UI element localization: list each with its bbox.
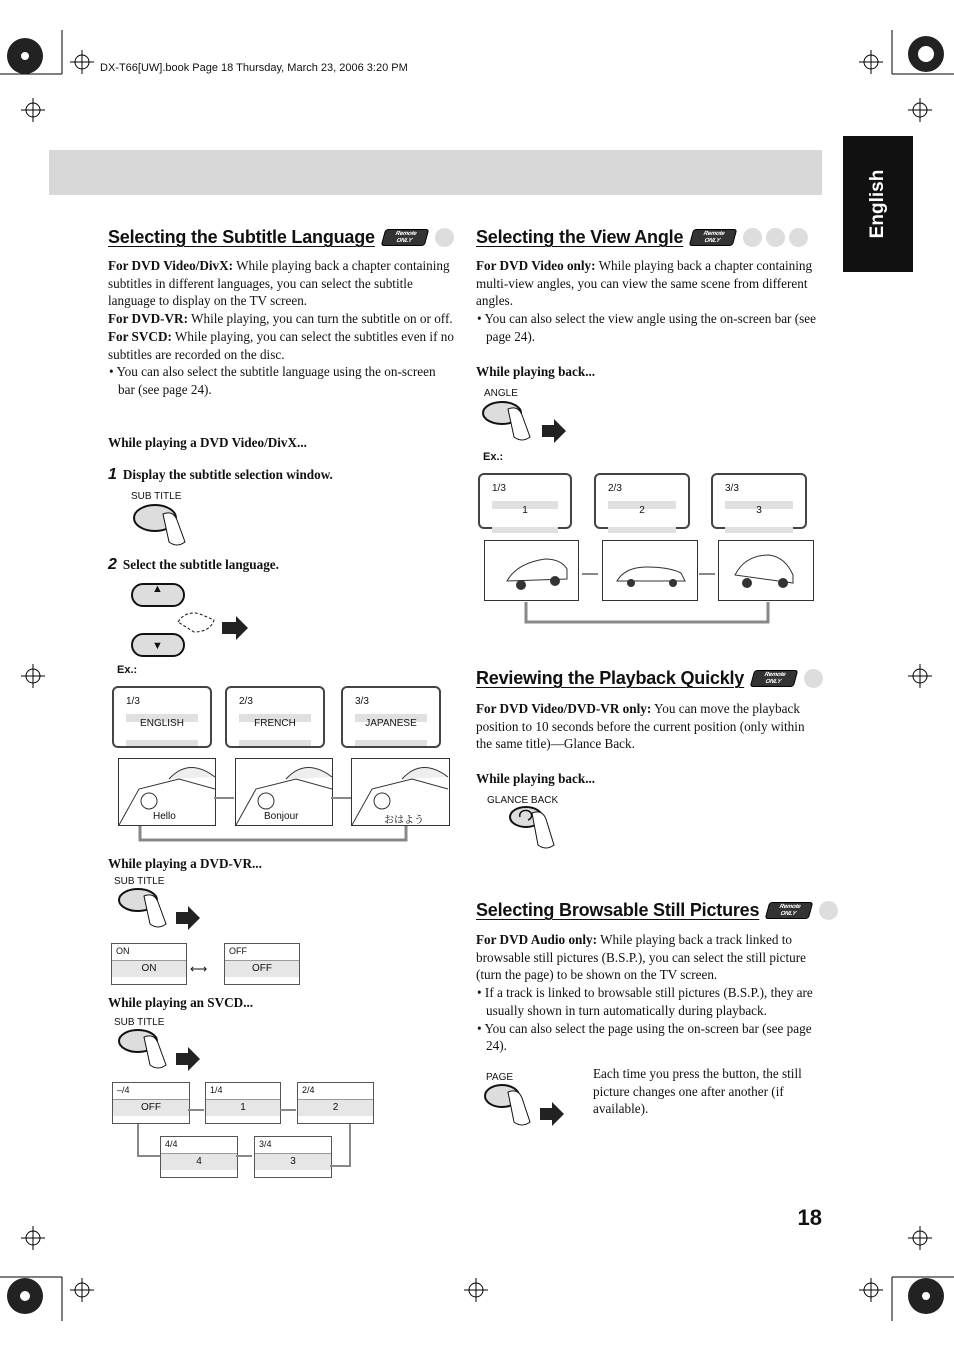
subtitle-osd-2 <box>225 686 325 748</box>
subtitle-while-svcd: While playing an SVCD... <box>108 995 254 1010</box>
osd-value: 1 <box>206 1099 280 1116</box>
osd-value: FRENCH <box>239 714 311 746</box>
subtitle-osd-3 <box>341 686 441 748</box>
osd-value: 3 <box>255 1153 331 1170</box>
angle-osd-3 <box>711 473 807 529</box>
osd-tag: 1/4 <box>210 1085 223 1095</box>
osd-tag: 3/3 <box>355 696 369 707</box>
glance-back-button-press-icon <box>506 803 566 859</box>
osd-tag: 2/4 <box>302 1085 315 1095</box>
subtitle-osd-1 <box>112 686 212 748</box>
dvdvr-button-press-icon <box>116 884 206 936</box>
osd-value: ENGLISH <box>126 714 198 746</box>
subtitle-heading-text: Selecting the Subtitle Language <box>108 227 375 247</box>
subtitle-while-dvdvr: While playing a DVD-VR... <box>108 856 262 871</box>
page-button-label: PAGE <box>486 1072 514 1083</box>
remote-only-badge: Remote ONLY <box>381 229 430 246</box>
osd-value: 4 <box>161 1153 237 1170</box>
page-button-press-icon <box>482 1080 572 1134</box>
language-tab-label: English <box>867 169 888 239</box>
angle-button-press-icon <box>480 397 572 449</box>
osd-tag: ON <box>116 946 130 956</box>
review-heading <box>476 668 823 689</box>
remote-signal-icon <box>804 669 823 688</box>
osd-value: JAPANESE <box>355 714 427 746</box>
osd-tag: OFF <box>229 946 247 956</box>
language-tab <box>843 136 913 272</box>
remote-signal-icon <box>819 901 838 920</box>
subtitle-step1: 1 Display the subtitle selection window. <box>108 466 333 483</box>
osd-value: OFF <box>113 1099 189 1116</box>
file-header-line: DX-T66[UW].book Page 18 Thursday, March 23, 2006 3:20 PM <box>100 62 408 74</box>
dvdvr-osd-on <box>111 943 187 985</box>
svcd-button-label: SUB TITLE <box>114 1017 165 1028</box>
angle-cycle-arrows <box>484 560 814 626</box>
page-number: 18 <box>797 1205 822 1230</box>
osd-tag: 1/3 <box>126 696 140 707</box>
review-body: For DVD Video/DVD-VR only: You can move the playback position to 10 seconds before the current position (only within the same title)—Glance Back. <box>476 701 805 752</box>
angle-heading <box>476 227 808 248</box>
glance-back-button-label: GLANCE BACK <box>487 795 559 806</box>
angle-example-label: Ex.: <box>483 451 504 463</box>
angle-osd-2 <box>594 473 690 529</box>
osd-value: ON <box>112 960 186 977</box>
scene-caption: おはよう <box>384 815 424 826</box>
osd-value: 2 <box>298 1099 373 1116</box>
osd-tag: 1/3 <box>492 483 506 494</box>
bsp-body: For DVD Audio only: While playing back a track linked to browsable still pictures (B.S.P.), you can select the still picture (turn the page) to be shown on the TV screen. • If a track is linked to browsable still pictures (B.S.P.), they are usually shown in turn automatically during playback. • You can also select the page using the on-screen bar (see page 24). <box>476 932 813 1054</box>
remote-only-badge: Remote ONLY <box>689 229 738 246</box>
down-arrow-icon: ▼ <box>152 640 163 652</box>
subtitle-step2: 2 Select the subtitle language. <box>108 556 279 573</box>
osd-tag: 4/4 <box>165 1139 178 1149</box>
subtitle-while-divx: While playing a DVD Video/DivX... <box>108 435 307 450</box>
subtitle-button-press-icon <box>130 500 190 550</box>
remote-signal-icon <box>435 228 454 247</box>
osd-value: OFF <box>225 960 299 977</box>
osd-tag: 2/3 <box>239 696 253 707</box>
osd-tag: 3/3 <box>725 483 739 494</box>
subtitle-body: For DVD Video/DivX: While playing back a chapter containing subtitles in different languages, you can select the subtitle language to display on the TV screen. For DVD-VR: While playing, you can turn the subtitle on or off. For SVCD: While playing, you can select the subtitles even if no subtitles are recorded on the disc. • You can also select the subtitle language using the on-screen bar (see page 24). <box>108 258 454 397</box>
angle-heading-text: Selecting the View Angle <box>476 227 684 247</box>
remote-only-badge: Remote ONLY <box>750 670 799 687</box>
svcd-button-press-icon <box>116 1025 206 1077</box>
remote-signal-icon <box>743 228 808 247</box>
osd-value: 3 <box>725 501 793 533</box>
osd-tag: 2/3 <box>608 483 622 494</box>
bsp-note: Each time you press the button, the still picture changes one after another (if available). <box>593 1066 802 1117</box>
remote-only-badge: Remote ONLY <box>765 902 814 919</box>
svcd-cycle-arrows <box>110 1100 360 1170</box>
angle-osd-1 <box>478 473 572 529</box>
subtitle-cycle-arrows <box>118 790 448 846</box>
angle-while: While playing back... <box>476 364 596 379</box>
osd-tag: 3/4 <box>259 1139 272 1149</box>
subtitle-button-label: SUB TITLE <box>131 491 182 502</box>
scene-caption: Bonjour <box>264 811 299 822</box>
bsp-heading <box>476 900 838 921</box>
dvdvr-button-label: SUB TITLE <box>114 876 165 887</box>
review-heading-text: Reviewing the Playback Quickly <box>476 668 745 688</box>
angle-body: For DVD Video only: While playing back a chapter containing multi-view angles, you can view the same scene from different angles. • You can also select the view angle using the on-screen bar (see page 24). <box>476 258 816 344</box>
dvdvr-osd-off <box>224 943 300 985</box>
osd-value: 1 <box>492 501 558 533</box>
subtitle-heading <box>108 227 454 248</box>
scene-caption: Hello <box>153 811 176 822</box>
toggle-arrow-icon: ⟷ <box>190 962 208 976</box>
up-down-buttons-icon <box>128 582 250 658</box>
bsp-heading-text: Selecting Browsable Still Pictures <box>476 900 760 920</box>
osd-value: 2 <box>608 501 676 533</box>
osd-tag: –/4 <box>117 1085 130 1095</box>
up-arrow-icon: ▲ <box>152 583 163 595</box>
review-while: While playing back... <box>476 771 596 786</box>
header-band <box>49 150 822 195</box>
subtitle-example-label: Ex.: <box>117 664 138 676</box>
angle-button-label: ANGLE <box>484 388 518 399</box>
